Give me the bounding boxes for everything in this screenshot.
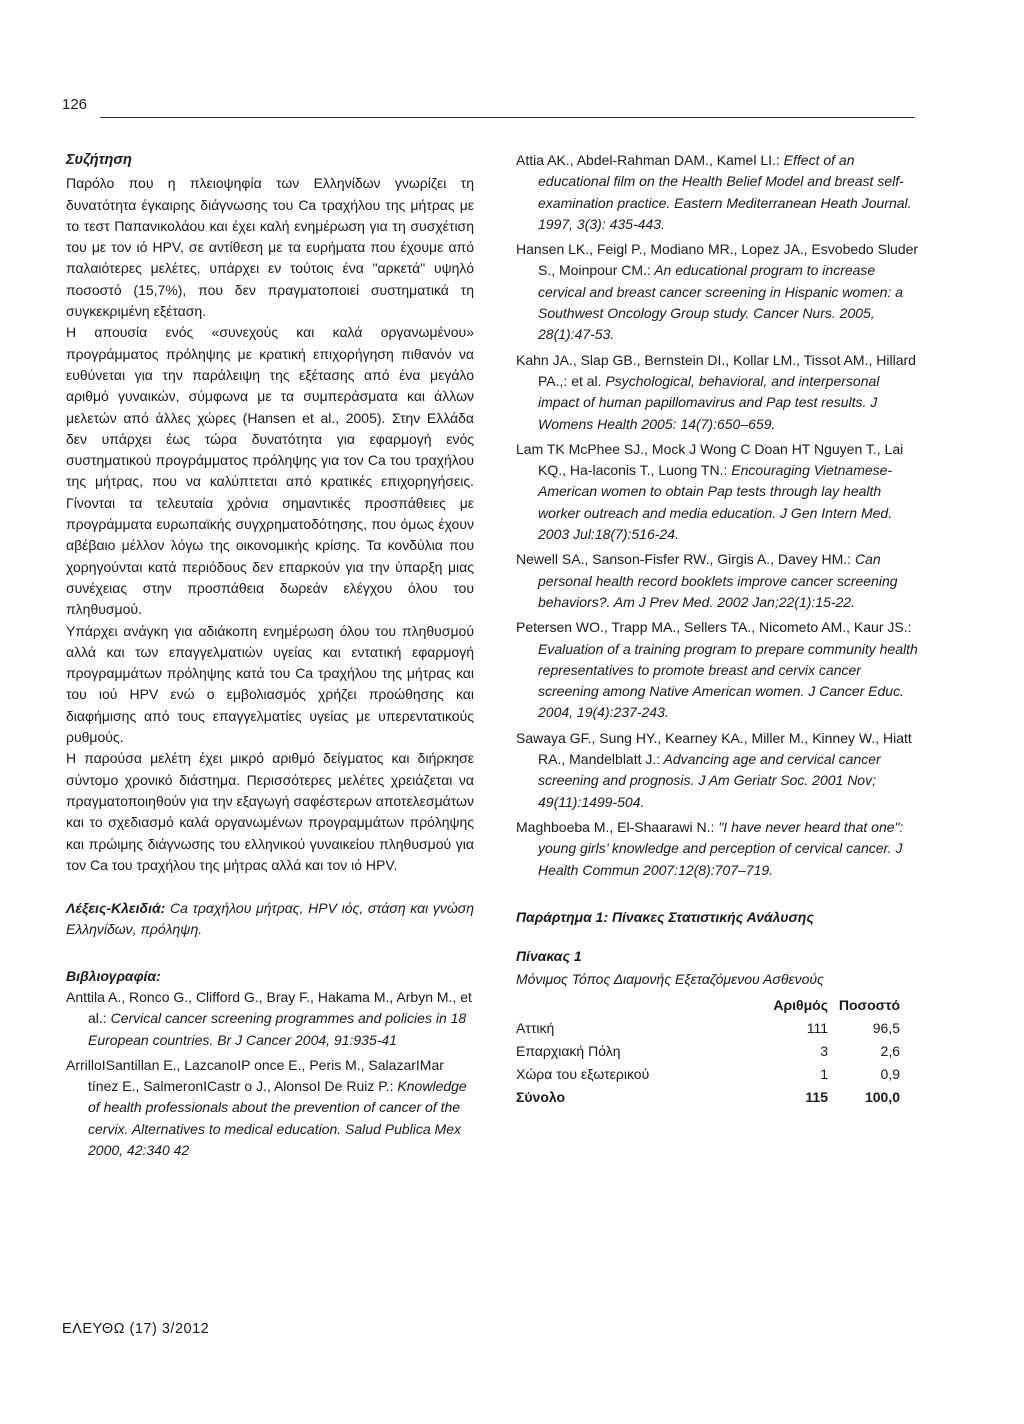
table-header-row [516,994,900,1017]
reference-title: Knowledge of health professionals about the prevention of cancer of the cervix. Alternatives to medical education. Salud Publica Mex 2000, 42:340 42 [88,1078,467,1159]
table-row [516,1063,900,1086]
reference-title: Cervical cancer screening programmes and policies in 18 European countries. Br J Cancer 2004, 91:935-41 [88,1010,467,1048]
table-row [516,1017,900,1040]
table-cell: 111 [806,1019,828,1036]
journal-footer: ΕΛΕΥΘΩ (17) 3/2012 [62,1321,210,1337]
table-cell: 115 [805,1088,828,1105]
reference-title: Evaluation of a training program to prepare community health representatives to promote breast and cervix cancer screening among Native American women. J Cancer Educ. 2004, 19(4):237-243. [538,640,918,721]
table-caption: Μόνιμος Τόπος Διαμονής Εξεταζόμενου Ασθενούς [516,971,824,988]
table-cell: 1 [820,1065,828,1082]
reference-title: Psychological, behavioral, and interpersonal impact of human papillomavirus and Pap test results. J Womens Health 2005: 14(7):650–659. [538,372,880,432]
table-cell: Σύνολο [516,1088,566,1105]
reference-item [516,549,921,613]
table-total-row [516,1086,900,1109]
reference-title: Can personal health record booklets improve cancer screening behaviors?. Am J Prev Med. 2002 Jan;22(1):15-22. [538,551,898,610]
keywords-label: Λέξεις-Κλειδιά: [66,900,166,917]
reference-title: Effect of an educational film on the Health Belief Model and breast self-examination practice. Eastern Mediterranean Heath Journal. 1997, 3(3): 435-443. [538,152,912,232]
discussion-heading: Συζήτηση [66,152,132,168]
reference-authors: Maghboeba M., El-Shaarawi N.: [516,818,715,835]
reference-item [516,239,921,345]
column-header: Αριθμός [773,996,828,1013]
table-cell: 96,5 [872,1019,900,1036]
header-rule [100,117,915,118]
reference-title: Encouraging Vietnamese-American women to obtain Pap tests through lay health worker outreach and media education. J Gen Intern Med. 2003 Jul:18(7):516-24. [538,462,893,543]
reference-authors: ArrilloISantillan E., LazcanoIP once E., Peris M., SalazarIMar tínez E., SalmeronICastr o J., AlonsoI De Ruiz P.: [66,1056,444,1095]
reference-item [66,987,474,1051]
column-header: Ποσοστό [838,996,900,1013]
table-cell: 2,6 [880,1042,900,1059]
table-cell: Χώρα του εξωτερικού [516,1065,650,1082]
reference-authors: Hansen LK., Feigl P., Modiano MR., Lopez JA., Esvobedo Sluder S., Moinpour CM.: [516,241,919,279]
column-header [516,994,756,1017]
page-number: 126 [62,96,88,113]
right-column [516,150,921,1109]
table-cell: 0,9 [880,1065,900,1082]
keywords-text: Ca τραχήλου μήτρας, HPV ιός, στάση και γνώση Ελληνίδων, πρόληψη. [66,900,474,938]
table-row [516,1040,900,1063]
bibliography-heading: Βιβλιογραφία: [66,967,161,984]
table-cell: 100,0 [864,1088,900,1105]
discussion-paragraph: Η παρούσα μελέτη έχει μικρό αριθμό δείγματος και διήρκησε σύντομο χρονικό διάστημα. Περισσότερες μελέτες χρειάζεται να πραγματοποιηθούν για την εξαγωγή σαφέστερων αποτελεσμάτων και το σχεδιασμό καλά οργανωμένων προγραμμάτων πρόληψης και πρώιμης διάγνωσης του ελληνικού γυναικείου πληθυσμού για τον Ca του τραχήλου της μήτρας αλλά και τον ιό HPV. [66,750,474,873]
reference-authors: Kahn JA., Slap GB., Bernstein DI., Kollar LM., Tissot AM., Hillard PA.,: et al. [516,351,916,389]
reference-authors: Sawaya GF., Sung HY., Kearney KA., Miller M., Kinney W., Hiatt RA., Mandelblatt J.: [516,729,912,768]
appendix-heading: Παράρτημα 1: Πίνακες Στατιστικής Ανάλυσης [516,908,814,925]
table-cell: Αττική [516,1019,555,1036]
reference-item [516,817,921,881]
reference-title: An educational program to increase cervical and breast cancer screening in Hispanic women: a Southwest Oncology Group study. Cancer Nurs. 2005, 28(1):47-53. [538,262,903,343]
reference-item [516,150,921,235]
table-cell: 3 [820,1042,828,1059]
reference-authors: Attia AK., Abdel-Rahman DAM., Kamel LI.: [516,152,780,168]
reference-authors: Anttila A., Ronco G., Clifford G., Bray F., Hakama M., Arbyn M., et al.: [66,988,472,1027]
reference-authors: Newell SA., Sanson-Fisfer RW., Girgis A., Davey HM.: [516,551,852,568]
residence-table [516,994,900,1109]
reference-title: "I have never heard that one": young girls’ knowledge and perception of cervical cancer. J Health Commun 2007:12(8):707–719. [538,818,904,878]
reference-item [516,350,921,435]
reference-item [66,1055,474,1161]
reference-item [516,439,921,545]
reference-authors: Lam TK McPhee SJ., Mock J Wong C Doan HT Nguyen T., Lai KQ., Ha-laconis T., Luong TN.: [516,440,904,479]
table-cell: Επαρχιακή Πόλη [516,1042,621,1059]
reference-authors: Petersen WO., Trapp MA., Sellers TA., Nicometo AM., Kaur JS.: [516,619,912,636]
reference-item [516,728,921,813]
table-heading: Πίνακας 1 [516,948,582,965]
keywords [66,898,474,941]
left-column [66,150,474,1165]
discussion-paragraph: Η απουσία ενός «συνεχούς και καλά οργανωμένου» προγράμματος πρόληψης με κρατική επιχορήγηση πιθανόν να ευθύνεται για την παράλειψη της εξέτασης από ένα μεγάλο αριθμό γυναικών, σύμφωνα με τα συμπεράσματα και άλλων μελετών από άλλες χώρες (Hansen et al., 2005). Στην Ελλάδα δεν υπάρχει έως τώρα δυνατότητα για εφαρμογή ενός συστηματικού προγράμματος πρόληψης για τον Ca του τραχήλου της μήτρας, που να καλύπτεται από κρατικές επιχορηγήσεις. Γίνονται τα τελευταία χρόνια σημαντικές προσπάθειες με προγράμματα ευρωπαϊκής συγχρηματοδότησης, που όμως έχουν αβέβαιο μέλλον λόγω της οικονομικής κρίσης. Τα κονδύλια που χορηγούνται κατά περιόδους δεν επαρκούν για την ύπαρξη μιας συνέχειας στην προσπάθεια δωρεάν ελέγχου όλου του πληθυσμού. [66,324,474,618]
reference-item [516,617,921,723]
reference-title: Advancing age and cervical cancer screening and prognosis. J Am Geriatr Soc. 2001 Nov; 49(11):1499-504. [538,751,881,810]
discussion-paragraph: Παρόλο που η πλειοψηφία των Ελληνίδων γνωρίζει τη δυνατότητα έγκαιρης διάγνωσης του Ca τραχήλου της μήτρας με το τεστ Παπανικολάου και έχει καλή ενημέρωση για τη συσχέτιση του με τον ιό HPV, σε αντίθεση με τα ευρήματα που έχουμε από παλαιότερες μελέτες, υπάρχει εν τούτοις ένα "αρκετά" υψηλό ποσοστό (15,7%), που δεν πραγματοποιεί συστηματικά τη συγκεκριμένη εξέταση. [66,175,474,320]
discussion-paragraph: Υπάρχει ανάγκη για αδιάκοπη ενημέρωση όλου του πληθυσμού αλλά και των επαγγελματιών υγείας και εντατική εφαρμογή προγραμμάτων πρόληψης κατά του Ca τραχήλου της μήτρας και του ιού HPV ενώ ο εμβολιασμός χρήζει προώθησης και διαφήμισης από τους επαγγελματίες υγείας με υπερεντατικούς ρυθμούς. [66,622,474,746]
